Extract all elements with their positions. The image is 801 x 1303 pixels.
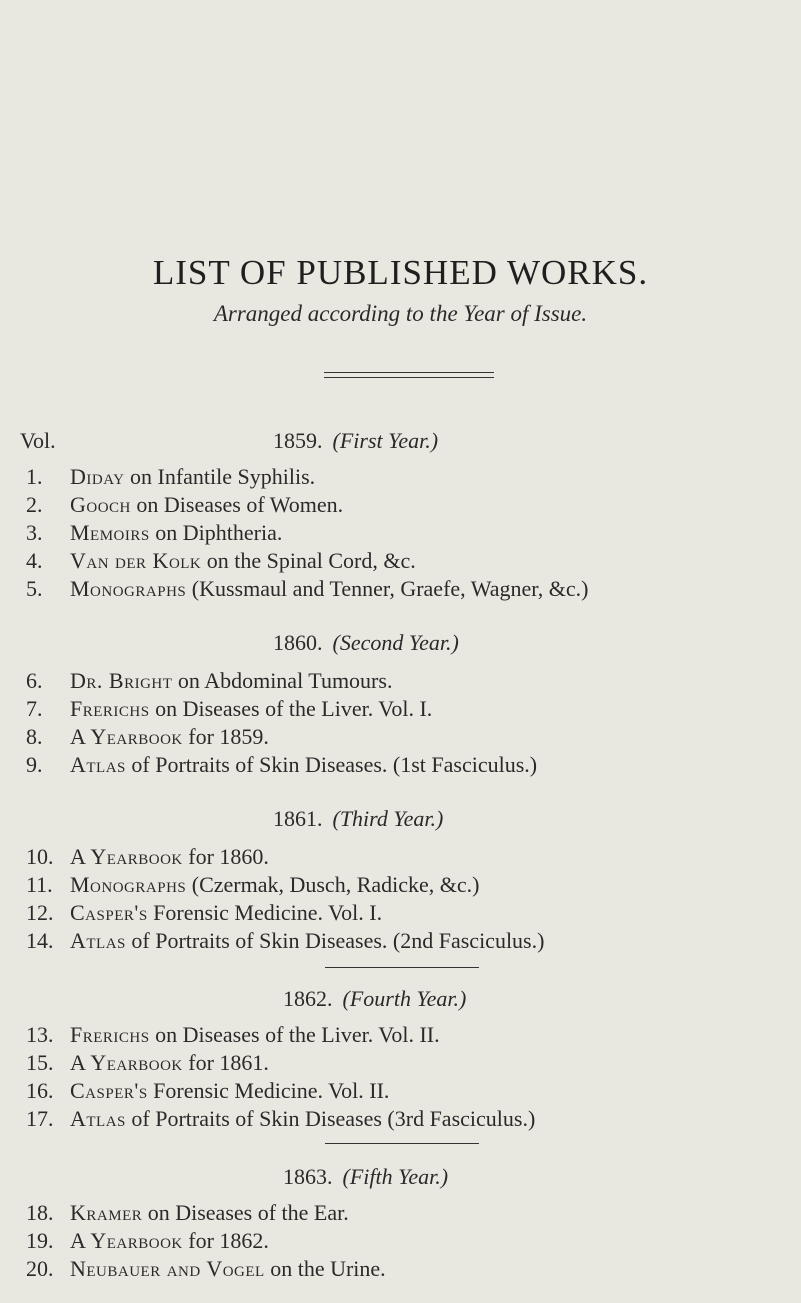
entry-author: Atlas	[70, 1106, 126, 1131]
list-item	[26, 752, 537, 778]
year-value: 1859.	[273, 428, 323, 453]
list-item	[26, 696, 432, 722]
entry-number: 20.	[26, 1256, 54, 1281]
entry-number: 13.	[26, 1022, 54, 1047]
entry-title: on Diseases of the Ear.	[142, 1200, 349, 1225]
entry-number: 16.	[26, 1078, 54, 1103]
entry-number: 15.	[26, 1050, 54, 1075]
entry-title: of Portraits of Skin Diseases (3rd Fasciculus.)	[125, 1106, 536, 1131]
year-value: 1861.	[273, 806, 323, 831]
entry-title: on Diphtheria.	[149, 520, 283, 545]
year-value: 1863.	[283, 1164, 333, 1189]
list-item	[26, 492, 343, 518]
year-heading-1863	[283, 1164, 448, 1190]
entry-number: 18.	[26, 1200, 54, 1225]
list-item	[26, 724, 269, 750]
entry-number: 6.	[26, 668, 43, 693]
page-title: LIST OF PUBLISHED WORKS.	[152, 253, 649, 292]
page-subtitle: Arranged according to the Year of Issue.	[213, 301, 588, 326]
entry-title: on Infantile Syphilis.	[124, 464, 316, 489]
entry-title: for 1859.	[182, 724, 269, 749]
list-item	[26, 1106, 535, 1132]
list-item	[26, 1050, 269, 1076]
year-label: (Third Year.)	[332, 806, 444, 831]
list-item	[26, 872, 479, 898]
entry-number: 4.	[26, 548, 43, 573]
list-item	[26, 1228, 269, 1254]
entry-author: Kramer	[70, 1200, 143, 1225]
entry-author: Gooch	[70, 492, 131, 517]
entry-title: on Abdominal Tumours.	[172, 668, 393, 693]
section-divider	[325, 1143, 479, 1144]
list-item	[26, 520, 282, 546]
entry-title: on Diseases of the Liver. Vol. II.	[149, 1022, 440, 1047]
year-value: 1860.	[273, 630, 323, 655]
entry-number: 2.	[26, 492, 43, 517]
entry-number: 8.	[26, 724, 43, 749]
entry-author: Atlas	[70, 752, 126, 777]
entry-author: Atlas	[70, 928, 126, 953]
entry-author: Neubauer and Vogel	[70, 1256, 265, 1281]
entry-number: 17.	[26, 1106, 54, 1131]
entry-author: Dr. Bright	[70, 668, 173, 693]
year-label: (Fourth Year.)	[342, 986, 467, 1011]
year-heading-1860	[273, 630, 459, 656]
year-label: (First Year.)	[332, 428, 439, 453]
list-item	[26, 1022, 440, 1048]
entry-title: for 1861.	[182, 1050, 269, 1075]
list-item	[26, 576, 588, 602]
year-heading-1862	[283, 986, 466, 1012]
entry-author: Frerichs	[70, 696, 150, 721]
entry-number: 7.	[26, 696, 43, 721]
list-item	[26, 668, 392, 694]
entry-number: 14.	[26, 928, 54, 953]
entry-title: for 1862.	[182, 1228, 269, 1253]
year-label: (Second Year.)	[332, 630, 459, 655]
entry-title: on Diseases of the Liver. Vol. I.	[149, 696, 433, 721]
entry-number: 9.	[26, 752, 43, 777]
entry-title: of Portraits of Skin Diseases. (1st Fasciculus.)	[125, 752, 538, 777]
entry-number: 5.	[26, 576, 43, 601]
entry-title: on the Spinal Cord, &c.	[201, 548, 416, 573]
entry-number: 12.	[26, 900, 54, 925]
entry-title: (Czermak, Dusch, Radicke, &c.)	[186, 872, 480, 897]
entry-author: A Yearbook	[70, 1228, 183, 1253]
list-item	[26, 1256, 386, 1282]
entry-author: A Yearbook	[70, 1050, 183, 1075]
list-item	[26, 548, 416, 574]
entry-author: Casper's	[70, 1078, 148, 1103]
entry-title: Forensic Medicine. Vol. I.	[147, 900, 383, 925]
entry-author: A Yearbook	[70, 844, 183, 869]
entry-author: Monographs	[70, 576, 187, 601]
list-item	[26, 1078, 389, 1104]
entry-number: 10.	[26, 844, 54, 869]
entry-author: Diday	[70, 464, 125, 489]
entry-title: Forensic Medicine. Vol. II.	[147, 1078, 390, 1103]
entry-title: of Portraits of Skin Diseases. (2nd Fasciculus.)	[125, 928, 545, 953]
year-heading-1861	[273, 806, 443, 832]
entry-author: Memoirs	[70, 520, 150, 545]
list-item	[26, 1200, 349, 1226]
entry-title: for 1860.	[182, 844, 269, 869]
year-value: 1862.	[283, 986, 333, 1011]
entry-number: 3.	[26, 520, 43, 545]
entry-number: 1.	[26, 464, 43, 489]
entry-author: A Yearbook	[70, 724, 183, 749]
year-heading-1859	[273, 428, 438, 454]
entry-number: 11.	[26, 872, 53, 897]
entry-title: on Diseases of Women.	[130, 492, 344, 517]
entry-number: 19.	[26, 1228, 54, 1253]
entry-author: Frerichs	[70, 1022, 150, 1047]
section-divider	[325, 967, 479, 968]
list-item	[26, 464, 315, 490]
entry-author: Casper's	[70, 900, 148, 925]
double-rule-divider	[324, 372, 494, 378]
entry-author: Monographs	[70, 872, 187, 897]
entry-title: on the Urine.	[264, 1256, 386, 1281]
list-item	[26, 928, 544, 954]
volume-column-label: Vol.	[20, 428, 56, 453]
year-label: (Fifth Year.)	[342, 1164, 449, 1189]
entry-title: (Kussmaul and Tenner, Graefe, Wagner, &c.)	[186, 576, 589, 601]
list-item	[26, 900, 382, 926]
entry-author: Van der Kolk	[70, 548, 202, 573]
list-item	[26, 844, 269, 870]
